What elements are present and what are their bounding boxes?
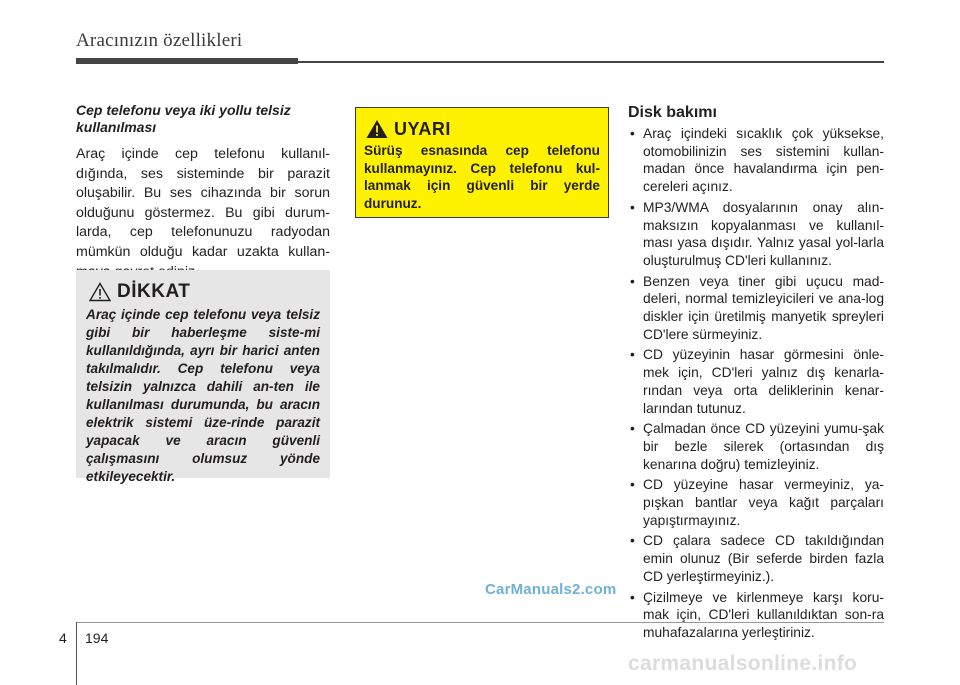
disk-care-list — [628, 125, 884, 642]
watermark-carmanualsonline: carmanualsonline.info — [628, 652, 858, 675]
phone-usage-subheading: Cep telefonu veya iki yollu telsiz kullanılması — [76, 102, 291, 135]
list-item: • Benzen veya tiner gibi uçucu mad-deleri, normal temizleyicileri ve ana-log diskler için üretilmiş manyetik spreyleri CD'lere sürmeyiniz. — [628, 273, 884, 344]
page-number: 194 — [85, 630, 109, 646]
chapter-number: 4 — [59, 630, 67, 646]
footer-rule — [76, 622, 884, 623]
list-item: • MP3/WMA dosyalarının onay alın-maksızın kopyalanması ve kullanıl-ması yasa dışıdır. Yalnız yasal yol-larla oluşturulmuş CD'leri kullanınız. — [628, 199, 884, 270]
caution-header — [89, 280, 190, 304]
warning-title: UYARI — [394, 118, 451, 139]
list-item: • Araç içindeki sıcaklık çok yüksekse, otomobilinizin ses sistemini kullan-madan önce havalandırma için pen-cereleri açınız. — [628, 125, 884, 196]
warning-triangle-icon — [366, 119, 388, 139]
warning-text: Sürüş esnasında cep telefonu kullanmayınız. Cep telefonu kul-lanmak için güvenli bir yerde durunuz. — [364, 143, 600, 211]
list-item: • CD çalara sadece CD takıldığından emin olunuz (Bir seferde birden fazla CD yerleştirmeyiniz.). — [628, 532, 884, 585]
page-header-title: Aracınızın özellikleri — [76, 30, 243, 51]
list-item: • Çizilmeye ve kirlenmeye karşı koru-mak için, CD'leri kullanıldıktan son-ra muhafazalarına yerleştiriniz. — [628, 589, 884, 642]
warning-box — [355, 107, 609, 218]
header-rule — [76, 61, 884, 63]
caution-title: DİKKAT — [117, 281, 191, 302]
watermark-carmanuals2: CarManuals2.com — [485, 581, 617, 598]
list-item: • CD yüzeyinin hasar görmesini önle-mek için, CD'leri yalnız dış kenarla-rından veya orta deliklerinin kenar-larından tutunuz. — [628, 346, 884, 417]
disk-care-section — [628, 103, 884, 645]
phone-usage-body: Araç içinde cep telefonu kullanıl-dığında, ses sisteminde bir parazit oluşabilir. Bu ses cihazında bir sorun olduğunu göstermez. Bu gibi durum-larda, cep telefonunuzu radyodan mümkün olduğu kadar uzakta kullan- — [76, 146, 330, 260]
caution-triangle-icon — [89, 282, 111, 302]
disk-care-heading: Disk bakımı — [628, 104, 717, 121]
warning-header — [366, 117, 451, 141]
left-column — [76, 102, 330, 282]
caution-box — [76, 270, 330, 484]
footer-divider — [76, 622, 77, 685]
caution-text: Araç içinde cep telefonu veya telsiz gibi bir haberleşme siste-mi kullanıldığında, ayrı bir harici anten takılmalıdır. Cep telefonu veya telsizin yalnızca dahili an-ten ile kullanılması durumunda, bu aracın elektrik sistemi üze-rinde parazit yapacak ve aracın güvenli çalışmasını olumsuz yönde etkileyecektir. — [86, 307, 320, 484]
list-item: • CD yüzeyine hasar vermeyiniz, ya-pışkan bantlar veya kağıt parçaları yapıştırmayınız. — [628, 476, 884, 529]
list-item: • Çalmadan önce CD yüzeyini yumu-şak bir bezle silerek (ortasından dış kenarına doğru) temizleyiniz. — [628, 420, 884, 473]
